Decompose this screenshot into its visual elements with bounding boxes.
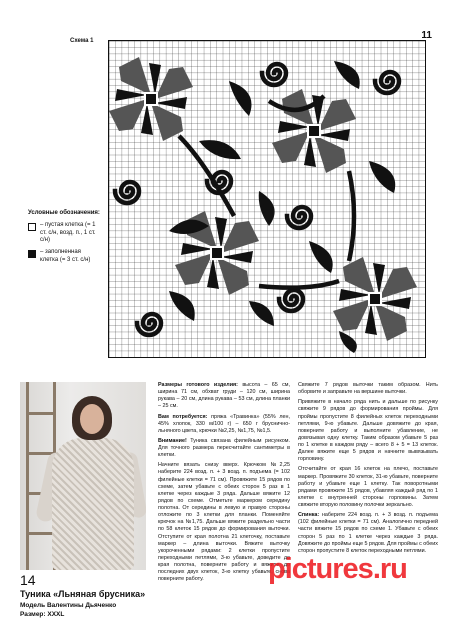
watermark: pictures.ru [268, 553, 407, 585]
paragraph-front: Начните вязать снизу вверх. Крючком №2,25 наберите 224 возд. п. + 3 возд. п. подъема (= 102 филейные клетки = 71 см). Провяжите 15 рядов по схеме, затем убавьте с обеих сторон 5 раз в 1 клетке через каждые 3 ряда. Дальше вяжите 12 рядов по схеме. Отметьте маркером середину полотна. От середины в левую и правую стороны отложите по 3 клетки для планки. Поменяйте крючок на №1,75. Дальше вяжите раздельно части по 58 клеток 15 рядов до формирования выточки. Отступите от края полотна 21 клеточку, поставьте маркер – длина выточки. Вяжите выточку укороченными рядами: 2 клетки пропустите переходными петлями, 3-ю убавьте, доведите до края полотна, поверните работу и вяжите до последних двух клеток, 3-ю клетку убавьте, снова поверните работу. [158, 462, 290, 583]
legend-empty-text: – пустая клетка (= 1 ст. с/н, возд. п., 1 ст. с/н) [40, 221, 96, 244]
flower-motif-1 [109, 57, 193, 141]
legend [28, 210, 100, 265]
tunic-image [52, 438, 134, 570]
page-number: 11 [421, 30, 432, 41]
paragraph-neckline: Отсчитайте от края 16 клеток на плечо, поставьте маркер. Провяжите 30 клеток, 31-ю убавьте, поверните работу и убавьте еще 1 клетку. Так поворотными рядами провяжите 15 рядов, убавляя каждый ряд по 1 клетке с внутренней стороны горловины. Затем свяжите вторую половину полочки зеркально. [298, 466, 438, 508]
flower-motif-4 [333, 257, 417, 341]
filled-cell-icon [28, 250, 36, 258]
filet-chart [108, 40, 426, 358]
legend-row-filled [28, 249, 100, 265]
designer-credit: Модель Валентины Дьяченко [20, 602, 117, 609]
schema-label: Схема 1 [70, 38, 94, 44]
paragraph-dart: Свяжите 7 рядов выточки таким образом. Нить оборвите и заправьте на вершине выточки. [298, 382, 438, 396]
legend-title: Условные обозначения: [28, 210, 100, 216]
empty-cell-icon [28, 223, 36, 231]
paragraph-sizes: Размеры готового изделия: высота – 65 см, ширина 71 см, обхват груди – 120 см, ширина рукава – 20 см, длина рукава – 53 см, длина планки – 25 см. [158, 382, 290, 410]
paragraph-attention: Внимание! Туника связана филейным рисунком. Для точного размера пересчитайте сантиметры в клетки. [158, 437, 290, 459]
project-title: Туника «Льняная брусника» [20, 589, 146, 599]
model-photo [20, 382, 146, 570]
paragraph-armhole: Привяжите в начало ряда нить и дальше по рисунку свяжите 9 рядов до формирования проймы. Для проймы пропустите 8 филейных клеток переходными петлями, 9-ю убавьте. Дальше довяжите до края, поверните работу и выполните убавление, не довязывая одну клетку. Таким образом убавьте 5 раз по 1 клетке в каждом ряду – всего 8 + 5 = 13 клеток. Далее вяжите еще 5 рядов и начните вывязывать горловину. [298, 399, 438, 463]
legend-filled-text: – заполненная клетка (= 3 ст. с/н) [40, 249, 91, 263]
instructions-column-1 [158, 382, 290, 634]
legend-row-empty [28, 222, 100, 245]
project-number: 14 [20, 572, 36, 588]
paragraph-back: Спинка: наберите 224 возд. п. + 3 возд. п. подъема (102 филейные клетки = 71 см). Аналогично передней части вяжите 15 рядов по схеме 1. Убавьте с обеих сторон 5 раз по 1 клетке через каждые 3 ряда. Довяжите до проймы еще 5 рядов. Для проймы с обеих сторон пропустите 8 клеток переходными петлями. [298, 512, 438, 554]
instructions-column-2 [298, 382, 438, 634]
size-label: Размер: XXXL [20, 611, 65, 618]
paragraph-materials: Вам потребуется: пряжа «Травинка» (55% лен, 45% хлопок, 330 м/100 г) – 650 г бруснично-льняного цвета, крючки №2,25, №1,75, №1,5. [158, 413, 290, 434]
